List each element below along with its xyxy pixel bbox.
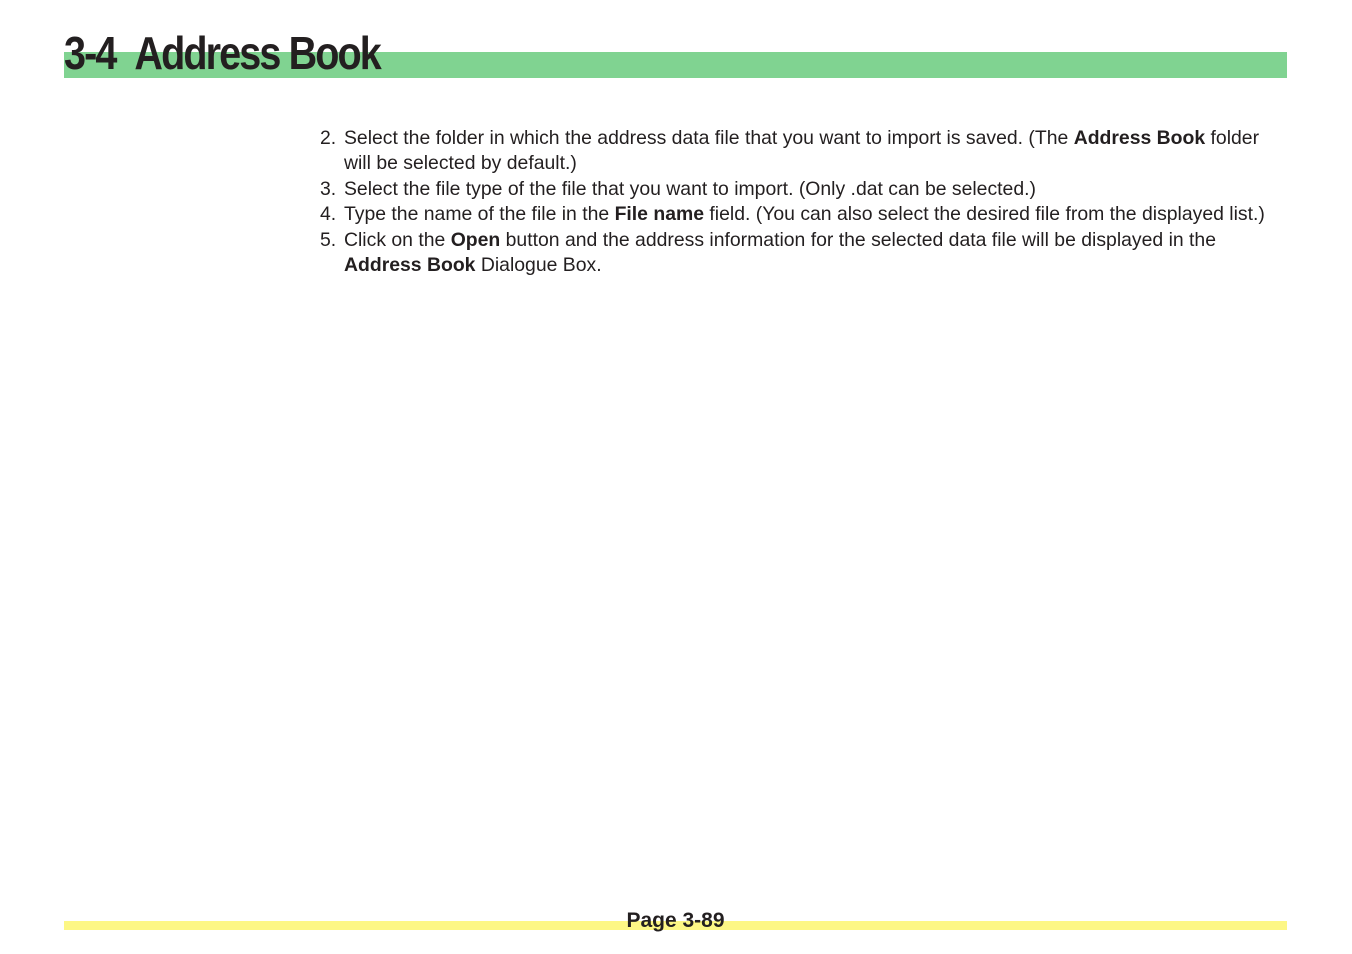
step-number: 5. [320,229,337,252]
step-number: 3. [320,177,337,200]
section-header [64,24,1287,80]
step-text: Select the file type of the file that you want to import. (Only .dat can be selected.) [344,177,1036,200]
step-text: Type the name of the file in the File name field. (You can also select the desired file from the displayed list.) [344,203,1265,226]
step-number: 4. [320,203,337,226]
step-3 [320,177,1290,202]
file-name-term: File name [614,203,705,226]
step-text: Click on the Open button and the address information for the selected data file will be displayed in the Address Book Dialogue Box. [344,229,1217,276]
step-number: 2. [320,127,337,149]
step-text: Select the folder in which the address data file that you want to import is saved. (The Address Book folder will be selected by default.) [344,127,1260,174]
step-2 [320,126,1290,176]
page-number: Page 3-89 [626,909,725,932]
section-heading [64,26,380,80]
section-title: Address Book [134,27,380,79]
address-book-term: Address Book [344,253,476,276]
page-footer [64,906,1287,936]
address-book-term: Address Book [1073,127,1206,149]
instructions-list [320,126,1290,279]
open-term: Open [450,229,501,252]
section-number: 3-4 [64,27,116,79]
step-5 [320,228,1290,278]
step-4 [320,202,1290,227]
